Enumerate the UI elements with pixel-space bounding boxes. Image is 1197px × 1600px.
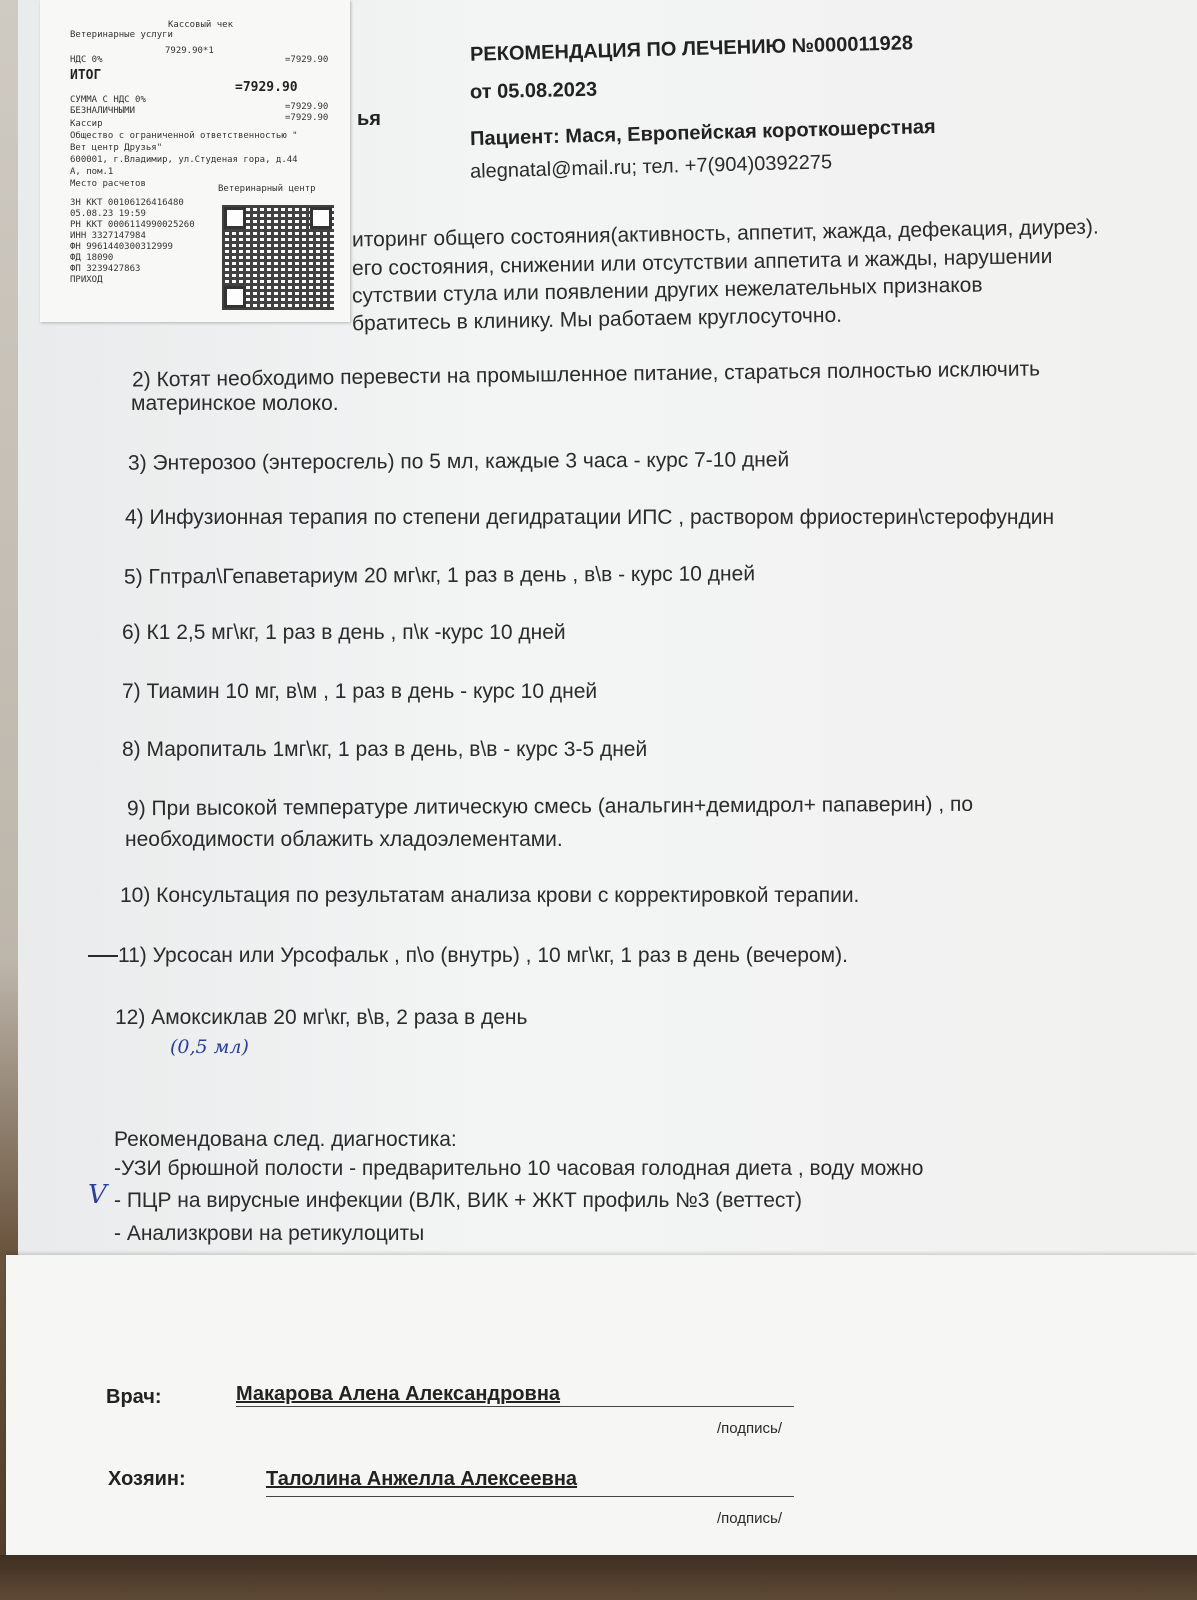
item-5: 5) Гптрал\Гепаветариум 20 мг\кг, 1 раз в день , в\в - курс 10 дней <box>123 562 756 589</box>
receipt-rn-kkt: РН ККТ 0006114990025260 <box>70 220 195 230</box>
owner-signature-line <box>266 1496 794 1497</box>
item-6: 6) К1 2,5 мг\кг, 1 раз в день , п\к -курс 10 дней <box>122 621 566 644</box>
qr-finder <box>224 207 246 229</box>
receipt-zn-kkt: ЗН ККТ 00106126416480 <box>70 198 184 208</box>
receipt-item-sum: =7929.90 <box>285 55 329 65</box>
item-8: 8) Маропиталь 1мг\кг, 1 раз в день, в\в - курс 3-5 дней <box>122 738 648 761</box>
receipt-type: ПРИХОД <box>70 275 103 285</box>
owner-name: Талолина Анжелла Алексеевна <box>266 1468 578 1490</box>
receipt-item-price: 7929.90*1 <box>165 46 214 56</box>
receipt-cashless-value: =7929.90 <box>285 113 329 123</box>
cash-receipt <box>40 0 350 322</box>
table-edge <box>0 1555 1197 1600</box>
receipt-cashier-label: Кассир <box>70 119 103 129</box>
receipt-title: Кассовый чек <box>168 20 234 30</box>
receipt-place-label: Место расчетов <box>70 179 146 189</box>
qr-finder <box>310 207 332 229</box>
item-10: 10) Консультация по результатам анализа крови с корректировкой терапии. <box>120 884 860 907</box>
receipt-org-line2: Вет центр Друзья" <box>70 143 163 153</box>
receipt-cashless-label: БЕЗНАЛИЧНЫМИ <box>70 106 136 116</box>
doctor-label: Врач: <box>106 1386 162 1408</box>
item1-line1: иторинг общего состояния(активность, аппетит, жажда, дефекация, диурез). <box>351 215 1099 252</box>
doctor-name: Макарова Алена Александровна <box>236 1383 561 1405</box>
item1-line2: его состояния, снижении или отсутствии аппетита и жажды, нарушении <box>351 244 1053 281</box>
item-3: 3) Энтерозоо (энтеросгель) по 5 мл, каждые 3 часа - курс 7-10 дней <box>127 448 790 475</box>
qr-code <box>222 205 334 310</box>
receipt-vat-label: НДС 0% <box>70 55 103 65</box>
diagnostics-title: Рекомендована след. диагностика: <box>114 1128 457 1151</box>
patient-info: Пациент: Мася, Европейская короткошерстная <box>469 115 936 151</box>
item1-line4: братитесь в клинику. Мы работаем круглосуточно. <box>351 303 843 336</box>
contact-info: alegnatal@mail.ru; тел. +7(904)0392275 <box>469 151 833 183</box>
receipt-datetime: 05.08.23 19:59 <box>70 209 146 219</box>
hidden-fragment: ья <box>357 108 381 130</box>
item-4: 4) Инфузионная терапия по степени дегидратации ИПС , раствором фриостерин\стерофундин <box>125 506 1055 529</box>
handwritten-dash <box>88 955 118 957</box>
receipt-fd: ФД 18090 <box>70 253 114 263</box>
signature-sheet <box>6 1255 1197 1555</box>
item-2-line1: 2) Котят необходимо перевести на промышленное питание, стараться полностью исключить <box>131 357 1041 392</box>
receipt-fp: ФП 3239427863 <box>70 264 141 274</box>
item-12: 12) Амоксиклав 20 мг\кг, в\в, 2 раза в день <box>115 1006 528 1029</box>
receipt-sum-vat-value: =7929.90 <box>285 102 329 112</box>
item-2-line2: материнское молоко. <box>131 392 339 415</box>
diagnostics-item-3: - Анализкрови на ретикулоциты <box>114 1222 425 1245</box>
handwritten-dose-note: (0,5 мл) <box>170 1036 249 1058</box>
receipt-service: Ветеринарные услуги <box>70 30 173 40</box>
doctor-sign-hint: /подпись/ <box>717 1420 783 1437</box>
receipt-total-value: =7929.90 <box>235 80 298 95</box>
diagnostics-item-1: -УЗИ брюшной полости - предварительно 10 часовая голодная диета , воду можно <box>114 1157 924 1180</box>
owner-sign-hint: /подпись/ <box>717 1510 783 1527</box>
qr-finder <box>224 286 246 308</box>
receipt-address-line2: А, пом.1 <box>70 167 114 177</box>
receipt-inn: ИНН 3327147984 <box>70 231 146 241</box>
diagnostics-item-2: - ПЦР на вирусные инфекции (ВЛК, ВИК + ЖКТ профиль №3 (веттест) <box>114 1189 802 1212</box>
document-date: от 05.08.2023 <box>469 78 598 104</box>
item-11: 11) Урсосан или Урсофальк , п\о (внутрь) , 10 мг\кг, 1 раз в день (вечером). <box>118 944 848 967</box>
owner-label: Хозяин: <box>108 1468 186 1490</box>
document-title: РЕКОМЕНДАЦИЯ ПО ЛЕЧЕНИЮ №000011928 <box>469 32 914 66</box>
item1-line3: сутствии стула или появлении других нежелательных признаков <box>351 273 983 308</box>
doctor-signature-line <box>236 1406 794 1407</box>
receipt-total-label: ИТОГ <box>70 68 102 83</box>
receipt-sum-vat-label: СУММА С НДС 0% <box>70 95 146 105</box>
handwritten-check-mark: V <box>88 1180 107 1210</box>
receipt-place-value: Ветеринарный центр <box>218 184 316 194</box>
item-7: 7) Тиамин 10 мг, в\м , 1 раз в день - курс 10 дней <box>122 680 598 703</box>
item-9-line2: необходимости облажить хладоэлементами. <box>125 828 563 851</box>
receipt-fn: ФН 9961440300312999 <box>70 242 173 252</box>
receipt-org-line1: Общество с ограниченной ответственностью " <box>70 131 298 141</box>
receipt-address-line1: 600001, г.Владимир, ул.Студеная гора, д.44 <box>70 155 298 165</box>
item-9-line1: 9) При высокой температуре литическую смесь (анальгин+демидрол+ папаверин) , по <box>126 792 974 821</box>
